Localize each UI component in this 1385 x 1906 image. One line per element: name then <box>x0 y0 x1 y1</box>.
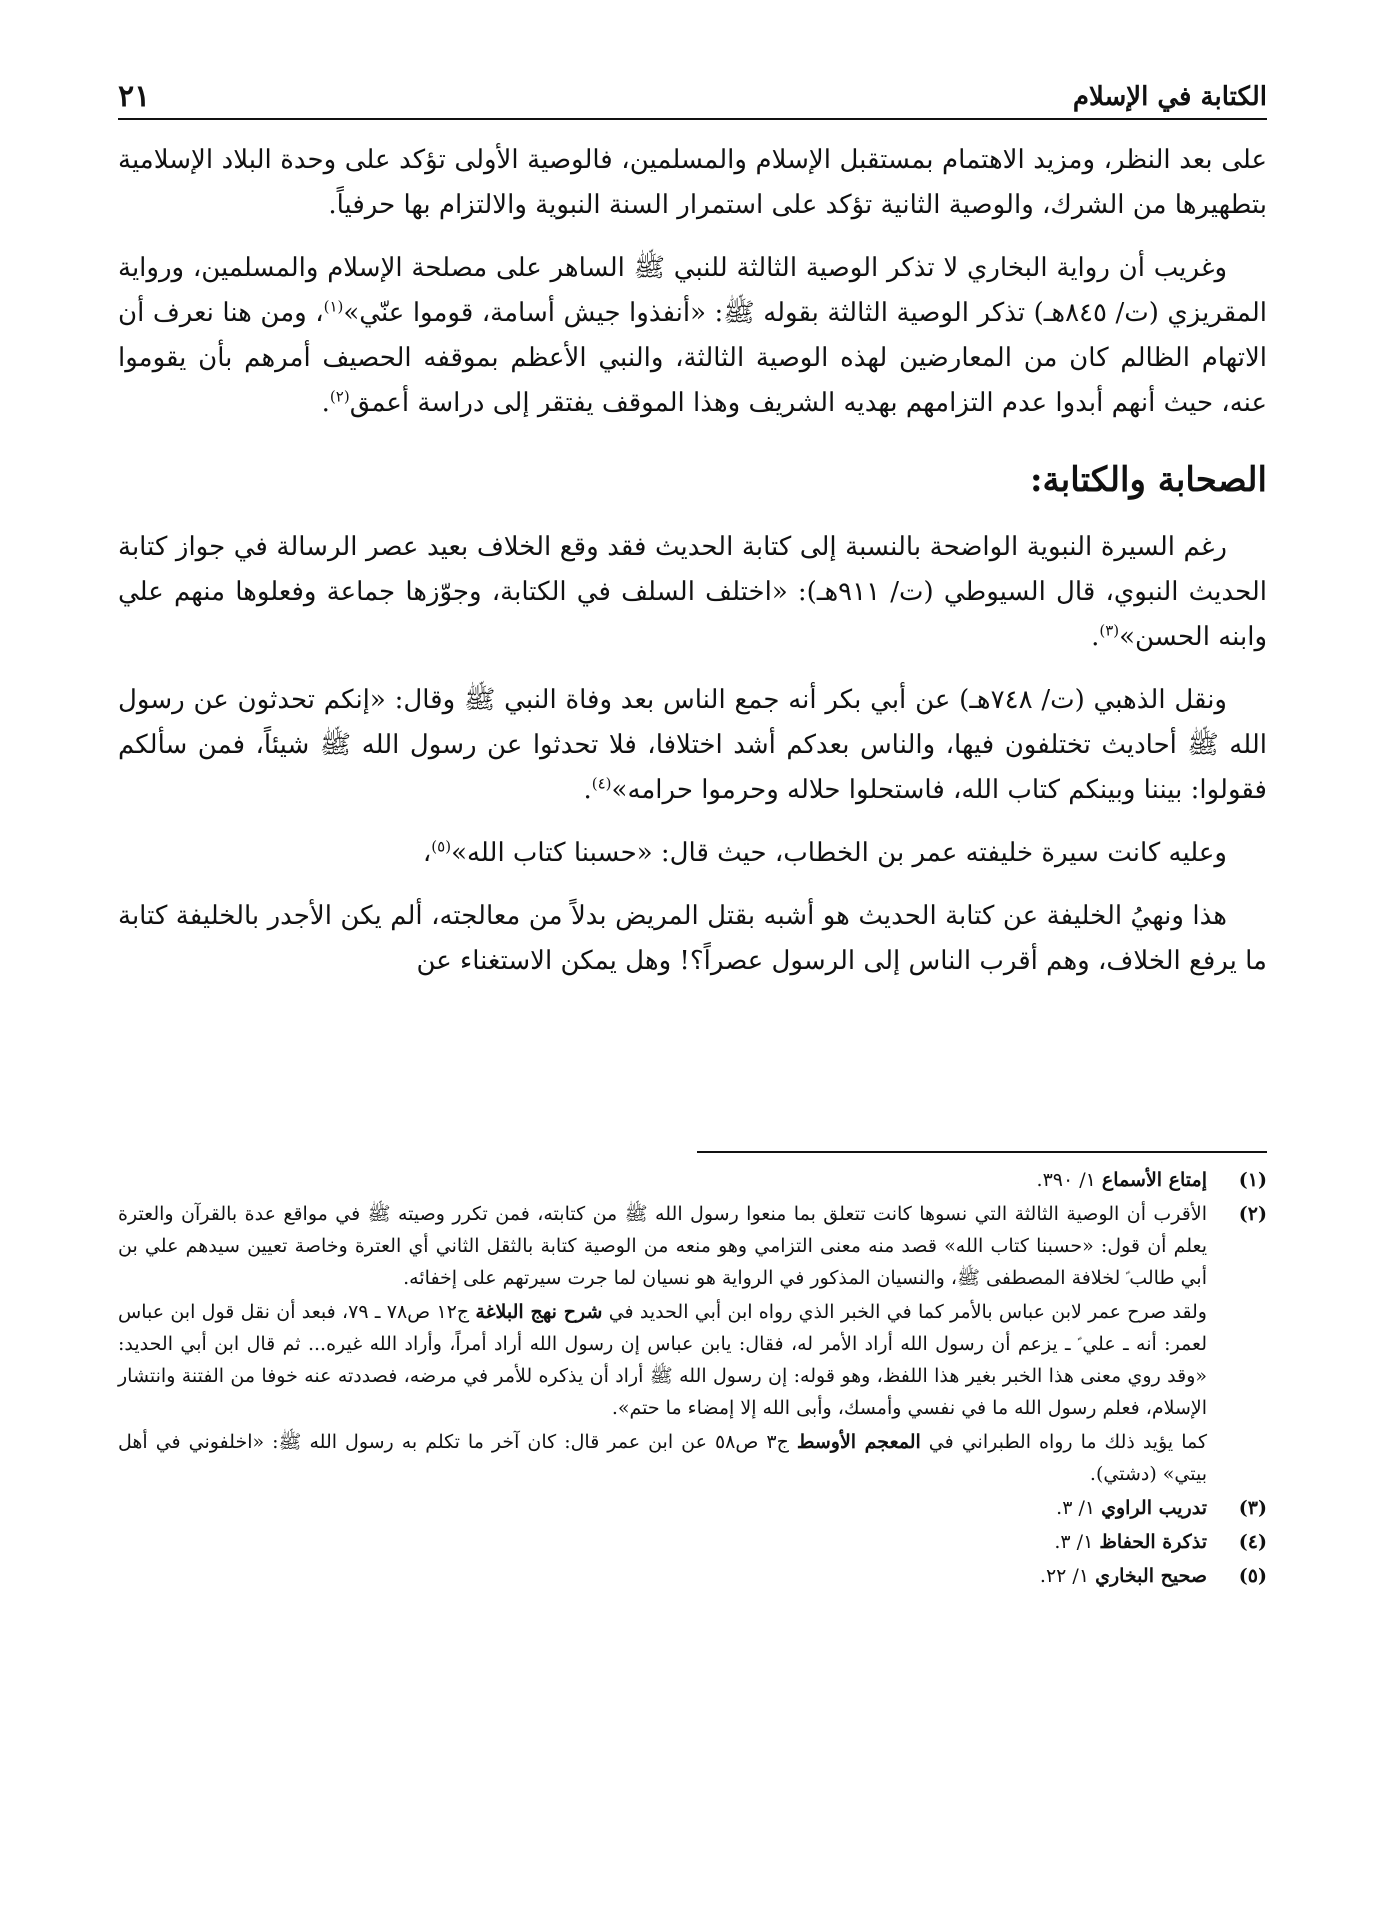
paragraph-6: هذا ونهيُ الخليفة عن كتابة الحديث هو أشبه بقتل المريض بدلاً من معالجته، ألم يكن الأجدر بالخليفة كتابة ما يرفع الخلاف، وهم أقرب الناس إلى الرسول عصراً؟! وهل يمكن الاستغناء عن <box>118 901 1267 976</box>
running-title: الكتابة في الإسلام <box>1072 82 1267 112</box>
footnote-ref-1[interactable]: (١) <box>323 297 344 316</box>
footnote-number: (١) <box>1238 1169 1267 1191</box>
paragraph-5: وعليه كانت سيرة خليفته عمر بن الخطاب، حيث قال: «حسبنا كتاب الله»$^{(٥)}$، <box>422 837 1227 868</box>
source-title: تذكرة الحفاظ <box>1099 1531 1207 1553</box>
footnote-2-continuation: ولقد صرح عمر لابن عباس بالأمر كما في الخبر الذي رواه ابن أبي الحديد في شرح نهج البلاغة ج١٢ ص٧٨ ـ ٧٩، فبعد أن نقل قول ابن عباس لعمر: أنه ـ علي ؑ ـ يزعم أن رسول الله أراد الأمر له، فقال: يابن عباس إن رسول الله أراد أمراً، وأراد الله غيره... ثم قال ابن أبي الحديد: «وقد روي معنى هذا الخبر بغير هذا اللفظ، وهو قوله: إن رسول الله ﷺ أراد أن يذكره للأمر في مرضه، فصددته عنه خوفا من الفتنة وانتشار الإسلام، فعلم رسول الله ما في نفسي وأمسك، وأبى الله إلا إمضاء ما حتم». <box>118 1301 1207 1419</box>
footnote-number: (٤) <box>1238 1531 1267 1553</box>
source-title: صحيح البخاري <box>1095 1565 1207 1587</box>
paragraph-3: رغم السيرة النبوية الواضحة بالنسبة إلى كتابة الحديث فقد وقع الخلاف بعيد عصر الرسالة في جواز كتابة الحديث النبوي، قال السيوطي (ت/ ٩١١هـ): «اختلف السلف في الكتابة، وجوّزها جماعة وفعلوها منهم علي وابنه الحسن»$^{(٣)}$. <box>118 532 1268 652</box>
paragraph-4: ونقل الذهبي (ت/ ٧٤٨هـ) عن أبي بكر أنه جمع الناس بعد وفاة النبي ﷺ وقال: «إنكم تحدثون عن رسول الله ﷺ أحاديث تختلفون فيها، والناس بعدكم أشد اختلافا، فلا تحدثوا عن رسول الله ﷺ شيئاً، فمن سألكم فقولوا: بيننا وبينكم كتاب الله، فاستحلوا حلاله وحرموا حرامه»$^{(٤)}$. <box>118 685 1267 805</box>
footnote-2-text: الأقرب أن الوصية الثالثة التي نسوها كانت تتعلق بما منعوا رسول الله ﷺ من كتابته، فمن تكرر وصيته ﷺ في مواقع عدة بالقرآن والعترة يعلم أن قول: «حسبنا كتاب الله» قصد منه معنى التزامي وهو منعه من الوصية كتابة بالثقل الثاني أي العترة وخاصة تعيين سيدهم علي بن أبي طالب ؑ لخلافة المصطفى ﷺ، والنسيان المذكور في الرواية هو نسيان لما جرت سيرتهم على إخفائه. <box>118 1203 1207 1289</box>
source-title: شرح نهج البلاغة <box>475 1301 603 1323</box>
footnote-ref-2[interactable]: (٢) <box>329 387 350 406</box>
footnote-3: (٣) تدريب الراوي ١/ ٣. <box>118 1492 1267 1524</box>
footnote-4: (٤) تذكرة الحفاظ ١/ ٣. <box>118 1526 1267 1558</box>
page-number: ٢١ <box>118 79 151 114</box>
footnote-ref-4[interactable]: (٤) <box>591 774 612 793</box>
footnote-2-continuation: كما يؤيد ذلك ما رواه الطبراني في المعجم الأوسط ج٣ ص٥٨ عن ابن عمر قال: كان آخر ما تكلم به رسول الله ﷺ: «اخلفوني في أهل بيتي» (دشتي). <box>118 1431 1208 1485</box>
footnote-number: (٢) <box>1238 1203 1267 1225</box>
footnote-5: (٥) صحيح البخاري ١/ ٢٢. <box>118 1560 1267 1592</box>
footnote-number: (٥) <box>1238 1565 1267 1587</box>
source-title: تدريب الراوي <box>1101 1497 1207 1519</box>
paragraph-1: على بعد النظر، ومزيد الاهتمام بمستقبل الإسلام والمسلمين، فالوصية الأولى تؤكد على وحدة البلاد الإسلامية بتطهيرها من الشرك، والوصية الثانية تؤكد على استمرار السنة النبوية والالتزام بها حرفياً. <box>118 145 1267 220</box>
footnotes <box>118 1164 1267 1594</box>
footnote-1: (١) إمتاع الأسماع ١/ ٣٩٠. <box>118 1164 1267 1196</box>
footnote-number: (٣) <box>1238 1497 1267 1519</box>
page-header <box>118 70 1267 120</box>
footnote-ref-5[interactable]: (٥) <box>431 837 452 856</box>
main-text <box>118 138 1267 1002</box>
source-title: إمتاع الأسماع <box>1101 1169 1207 1191</box>
footnote-ref-3[interactable]: (٣) <box>1099 621 1120 640</box>
paragraph-2: وغريب أن رواية البخاري لا تذكر الوصية الثالثة للنبي ﷺ الساهر على مصلحة الإسلام والمسلمين، ورواية المقريزي (ت/ ٨٤٥هـ) تذكر الوصية الثالثة بقوله ﷺ: «أنفذوا جيش أسامة، قوموا عنّي»$^{(١)}$، ومن هنا نعرف أن الاتهام الظالم كان من المعارضين لهذه الوصية الثالثة، والنبي الأعظم بموقفه الحصيف أمرهم بأن يقوموا عنه، حيث أنهم أبدوا عدم التزامهم بهديه الشريف وهذا الموقف يفتقر إلى دراسة أعمق$^{(٢)}$. <box>118 253 1267 418</box>
footnote-separator <box>697 1151 1267 1153</box>
section-heading: الصحابة والكتابة: <box>1030 460 1267 500</box>
footnote-2 <box>118 1198 1267 1294</box>
source-title: المعجم الأوسط <box>796 1431 921 1453</box>
